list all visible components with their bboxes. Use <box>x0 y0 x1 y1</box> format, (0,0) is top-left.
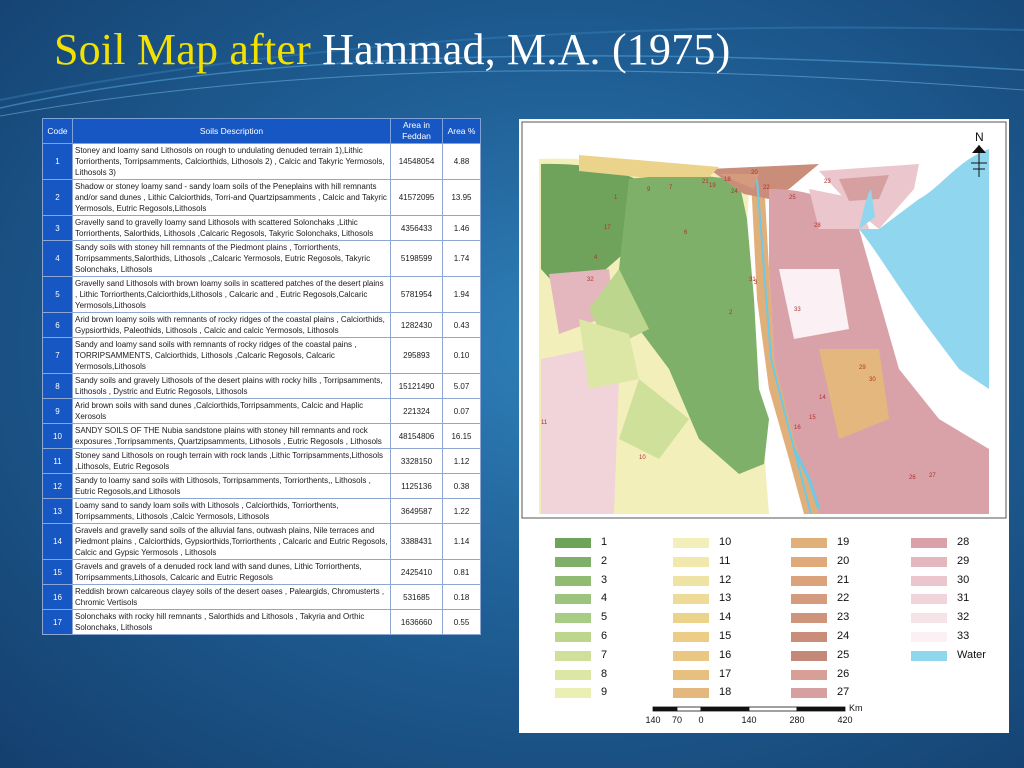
legend-label: 11 <box>719 554 731 567</box>
row-code: 9 <box>43 399 73 424</box>
table-row <box>43 399 481 424</box>
map-region-label: 2 <box>729 310 733 316</box>
legend-label: 29 <box>957 554 970 567</box>
map-region-label: 33 <box>794 307 801 313</box>
row-area-percent: 1.12 <box>443 449 481 474</box>
row-code: 14 <box>43 524 73 560</box>
table-row <box>43 610 481 635</box>
legend-swatch <box>555 632 591 642</box>
map-region-label: 20 <box>751 170 758 176</box>
title-rest: Hammad, M.A. (1975) <box>310 25 731 74</box>
map-region-label: 15 <box>809 415 816 421</box>
row-area-percent: 1.22 <box>443 499 481 524</box>
map-region-label: 19 <box>709 183 716 189</box>
row-description: Arid brown soils with sand dunes ,Calciorthids,Torripsamments, Calcic and Haplic Xerosols <box>73 399 391 424</box>
row-description: SANDY SOILS OF THE Nubia sandstone plains with stoney hill remnants and rock exposures ,Torripsamments, Quartzipsamments, Lithosols , Eutric Regosols , Lithosols <box>73 424 391 449</box>
row-description: Sandy soils and gravely Lithosols of the desert plains with rocky hills , Torripsamments, Lithosols , Dystric and Eutric Regosols, Lithosols <box>73 374 391 399</box>
row-code: 6 <box>43 313 73 338</box>
map-region-label: 31 <box>749 277 756 283</box>
legend-label: 31 <box>957 592 970 605</box>
row-description: Reddish brown calcareous clayey soils of the desert oases , Paleargids, Chromusterts , Chromic Vertisols <box>73 585 391 610</box>
row-area-feddan: 1282430 <box>391 313 443 338</box>
table-row <box>43 560 481 585</box>
row-area-feddan: 295893 <box>391 338 443 374</box>
table-row <box>43 144 481 180</box>
map-region-label: 10 <box>639 455 646 461</box>
map-region-label: 21 <box>702 179 709 185</box>
map-region-label: 1 <box>614 195 618 201</box>
row-area-percent: 1.46 <box>443 216 481 241</box>
legend-swatch <box>791 594 827 604</box>
legend-label: 23 <box>837 611 850 624</box>
table-header-row <box>43 119 481 144</box>
row-area-feddan: 3649587 <box>391 499 443 524</box>
row-code: 1 <box>43 144 73 180</box>
map-region-label: 17 <box>604 225 611 231</box>
row-area-feddan: 5781954 <box>391 277 443 313</box>
scale-tick-label: 420 <box>837 715 853 725</box>
table-row <box>43 313 481 338</box>
map-region-label: 24 <box>731 189 738 195</box>
map-region-label: 4 <box>594 255 598 261</box>
row-code: 15 <box>43 560 73 585</box>
table-row <box>43 424 481 449</box>
scale-bar-segment <box>653 707 677 711</box>
row-description: Stoney and loamy sand Lithosols on rough to undulating denuded terrain 1),Lithic Torriorthents, Torripsamments, Calciorthids, Lithosols 2) , Calcic and Takyric Yermosols, Lithosols 3) <box>73 144 391 180</box>
title-highlight: Soil Map after <box>54 25 311 74</box>
legend-label: 3 <box>601 573 608 586</box>
row-description: Sandy soils with stoney hill remnants of the Piedmont plains , Torriorthents, Torripsamments,Salorthids, Lithosols ,,Calcaric Yermosols, Eutric Regosols, Takyric Solonchaks, Lithosols <box>73 241 391 277</box>
row-description: Gravels and gravelly sand soils of the alluvial fans, outwash plains, Nile terraces and Piedmont plains , Calciorthids, Gypsiorthids,Torriorthents , Calcaric and Eutric Regosols, Calcic and Gypsic Yermosols , Lithosols <box>73 524 391 560</box>
legend-swatch <box>673 594 709 604</box>
legend-swatch <box>791 538 827 548</box>
scale-unit-label: Km <box>849 703 863 713</box>
row-area-percent: 16.15 <box>443 424 481 449</box>
header-description: Soils Description <box>73 119 391 144</box>
legend-swatch <box>673 576 709 586</box>
legend-label: 18 <box>719 686 732 699</box>
legend-swatch <box>673 632 709 642</box>
row-area-feddan: 3388431 <box>391 524 443 560</box>
legend-label: 33 <box>957 629 970 642</box>
legend-label: 27 <box>837 686 850 699</box>
table-row <box>43 474 481 499</box>
row-area-percent: 0.18 <box>443 585 481 610</box>
row-code: 16 <box>43 585 73 610</box>
row-code: 7 <box>43 338 73 374</box>
soil-map <box>519 119 1009 733</box>
row-area-feddan: 48154806 <box>391 424 443 449</box>
scale-bar-ruler <box>653 707 845 711</box>
map-region-label: 25 <box>789 195 796 201</box>
row-area-percent: 0.81 <box>443 560 481 585</box>
table-row <box>43 449 481 474</box>
map-region-label: 18 <box>724 177 731 183</box>
row-description: Gravels and gravels of a denuded rock land with sand dunes, Lithic Torriorthents, Torripsamments,Lithosols, Calcaric and Eutric Regosols <box>73 560 391 585</box>
legend-label: 24 <box>837 629 850 642</box>
map-region-label: 14 <box>819 395 826 401</box>
scale-tick-label: 140 <box>741 715 757 725</box>
row-code: 2 <box>43 180 73 216</box>
legend-swatch <box>911 632 947 642</box>
legend-swatch <box>555 688 591 698</box>
legend-swatch <box>555 670 591 680</box>
legend-swatch <box>791 576 827 586</box>
map-image <box>519 119 1009 519</box>
legend-label: 28 <box>957 536 970 548</box>
legend-swatch <box>791 688 827 698</box>
legend-swatch <box>911 594 947 604</box>
row-code: 17 <box>43 610 73 635</box>
legend-swatch <box>911 613 947 623</box>
row-area-feddan: 531685 <box>391 585 443 610</box>
legend-swatch <box>911 651 947 661</box>
map-scale-bar <box>639 699 869 731</box>
legend-label: 25 <box>837 648 850 661</box>
row-area-feddan: 1636660 <box>391 610 443 635</box>
table-row <box>43 241 481 277</box>
table-row <box>43 277 481 313</box>
table-row <box>43 524 481 560</box>
legend-label: 12 <box>719 573 732 586</box>
row-area-feddan: 15121490 <box>391 374 443 399</box>
legend-label: 6 <box>601 629 608 642</box>
row-area-percent: 13.95 <box>443 180 481 216</box>
table-row <box>43 374 481 399</box>
legend-swatch <box>791 670 827 680</box>
north-label: N <box>975 130 984 144</box>
legend-label: 10 <box>719 536 732 548</box>
row-area-percent: 0.43 <box>443 313 481 338</box>
row-description: Loamy sand to sandy loam soils with Lithosols , Calciorthids, Torriorthents, Torripsamments, Lithosols ,Calcic Yermosols, Lithosols <box>73 499 391 524</box>
legend-label: 2 <box>601 554 608 567</box>
legend-swatch <box>673 538 709 548</box>
legend-label: 22 <box>837 592 850 605</box>
scale-tick-label: 140 <box>645 715 661 725</box>
legend-label: 14 <box>719 611 732 624</box>
scale-tick-label: 0 <box>698 715 704 725</box>
row-code: 4 <box>43 241 73 277</box>
row-area-percent: 1.74 <box>443 241 481 277</box>
scale-bar-segment <box>749 707 797 711</box>
legend-swatch <box>673 688 709 698</box>
scale-bar-segment <box>797 707 845 711</box>
map-region-label: 3 <box>754 280 758 286</box>
row-area-percent: 0.10 <box>443 338 481 374</box>
map-region-label: 30 <box>869 377 876 383</box>
legend-label: 15 <box>719 629 732 642</box>
row-description: Sandy and loamy sand soils with remnants of rocky ridges of the coastal pains , TORRIPSAMMENTS, Calciorthids, Lithosols ,Calcaric Regosols, Calcaric Yermosols,Lithosols <box>73 338 391 374</box>
row-area-feddan: 4356433 <box>391 216 443 241</box>
row-code: 3 <box>43 216 73 241</box>
row-area-percent: 0.38 <box>443 474 481 499</box>
row-description: Gravelly sand to gravelly loamy sand Lithosols with scattered Solonchaks ,Lithic Torriorthents, Salorthids, Lithosols ,Calcaric Regosols, Takyric Solonchaks, Lithosols <box>73 216 391 241</box>
table-row <box>43 338 481 374</box>
row-area-percent: 1.14 <box>443 524 481 560</box>
row-area-feddan: 14548054 <box>391 144 443 180</box>
map-region-label: 11 <box>541 420 548 426</box>
map-region-label: 29 <box>859 365 866 371</box>
row-area-percent: 1.94 <box>443 277 481 313</box>
map-region-label: 28 <box>814 223 821 229</box>
legend-swatch <box>555 538 591 548</box>
table-row <box>43 216 481 241</box>
map-region-label: 27 <box>929 473 936 479</box>
row-area-feddan: 221324 <box>391 399 443 424</box>
legend-label: 17 <box>719 667 732 680</box>
row-description: Gravelly sand Lithosols with brown loamy soils in scattered patches of the desert plains , Lithic Torriorthents,Calciorthids,Lithosols , Calcaric and , Eutric Regosols,Calcaric Yermosols,Lithosols <box>73 277 391 313</box>
legend-swatch <box>673 651 709 661</box>
row-description: Arid brown loamy soils with remnants of rocky ridges of the coastal plains , Calciorthids, Gypsiorthids, Paleothids, Lithosols , Calcic and calcic Yermosols, Lithosols <box>73 313 391 338</box>
legend-swatch <box>911 557 947 567</box>
legend-label: Water <box>957 648 986 661</box>
legend-label: 20 <box>837 554 850 567</box>
header-code: Code <box>43 119 73 144</box>
legend-swatch <box>791 557 827 567</box>
legend-label: 9 <box>601 686 608 699</box>
scale-tick-label: 70 <box>671 715 683 725</box>
row-area-feddan: 3328150 <box>391 449 443 474</box>
table-row <box>43 585 481 610</box>
row-description: Solonchaks with rocky hill remnants , Salorthids and Lithosols , Takyria and Orthic Solonchaks, Lithosols <box>73 610 391 635</box>
legend-swatch <box>673 670 709 680</box>
map-region-label: 22 <box>763 185 770 191</box>
legend-label: 8 <box>601 667 608 680</box>
row-code: 8 <box>43 374 73 399</box>
row-area-percent: 0.07 <box>443 399 481 424</box>
map-region-label: 26 <box>909 475 916 481</box>
map-region-label: 32 <box>587 277 594 283</box>
legend-label: 26 <box>837 667 850 680</box>
row-area-percent: 0.55 <box>443 610 481 635</box>
legend-label: 16 <box>719 648 732 661</box>
row-description: Stoney sand Lithosols on rough terrain with rock lands ,Lithic Torripsamments,Lithosols ,Lithosols, Eutric Regosols <box>73 449 391 474</box>
scale-bar-segment <box>701 707 749 711</box>
row-area-percent: 4.88 <box>443 144 481 180</box>
soils-table <box>42 118 481 635</box>
legend-label: 21 <box>837 573 850 586</box>
row-code: 13 <box>43 499 73 524</box>
table-row <box>43 180 481 216</box>
legend-swatch <box>555 651 591 661</box>
row-code: 12 <box>43 474 73 499</box>
row-area-feddan: 2425410 <box>391 560 443 585</box>
row-code: 10 <box>43 424 73 449</box>
legend-swatch <box>791 632 827 642</box>
legend-label: 4 <box>601 592 608 605</box>
row-area-feddan: 1125136 <box>391 474 443 499</box>
map-region-label: 6 <box>684 230 688 236</box>
row-area-feddan: 41572095 <box>391 180 443 216</box>
legend-label: 32 <box>957 611 970 624</box>
row-area-percent: 5.07 <box>443 374 481 399</box>
slide-title <box>54 24 730 75</box>
legend-swatch <box>555 576 591 586</box>
legend-swatch <box>555 557 591 567</box>
legend-label: 5 <box>601 611 608 624</box>
map-region-label: 7 <box>669 185 673 191</box>
row-code: 11 <box>43 449 73 474</box>
map-region-label: 23 <box>824 179 831 185</box>
legend-swatch <box>911 538 947 548</box>
legend-swatch <box>911 576 947 586</box>
legend-label: 1 <box>601 536 608 548</box>
legend-label: 13 <box>719 592 732 605</box>
scale-bar-segment <box>677 707 701 711</box>
legend-swatch <box>555 613 591 623</box>
map-region-label: 9 <box>647 187 651 193</box>
row-area-feddan: 5198599 <box>391 241 443 277</box>
row-description: Sandy to loamy sand soils with Lithosols, Torripsamments, Torriorthents,, Lithosols , Eutric Regosols,and Lithosols <box>73 474 391 499</box>
legend-label: 30 <box>957 573 970 586</box>
legend-label: 7 <box>601 648 608 661</box>
legend-swatch <box>791 651 827 661</box>
row-code: 5 <box>43 277 73 313</box>
legend-swatch <box>673 557 709 567</box>
row-description: Shadow or stoney loamy sand - sandy loam soils of the Peneplains with hill remnants and/or sand dunes , Lithic Calciorthids, Torri-and Quartzipsamments , Calcic and Takyric Yermosols, Eutric Regosols,Lithosols <box>73 180 391 216</box>
legend-swatch <box>673 613 709 623</box>
header-area-feddan: Area in Feddan <box>391 119 443 144</box>
legend-label: 19 <box>837 536 850 548</box>
scale-tick-label: 280 <box>789 715 805 725</box>
map-region-label: 16 <box>794 425 801 431</box>
header-area-percent: Area % <box>443 119 481 144</box>
legend-swatch <box>555 594 591 604</box>
table-row <box>43 499 481 524</box>
legend-swatch <box>791 613 827 623</box>
